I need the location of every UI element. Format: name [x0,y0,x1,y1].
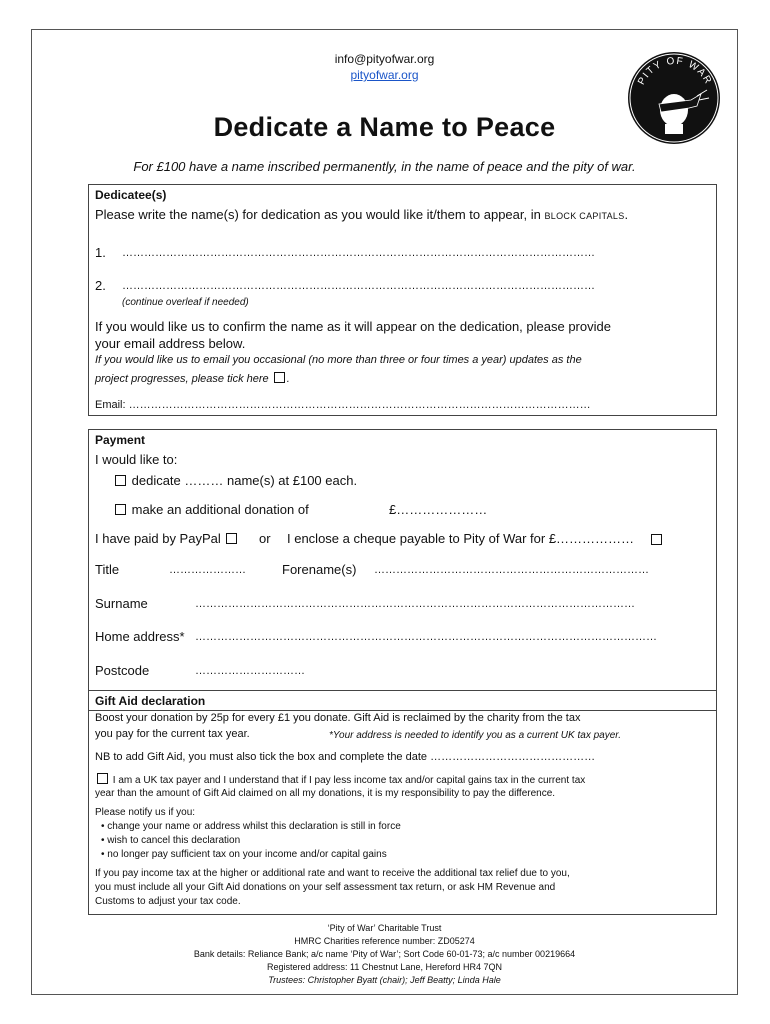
dedicatee-section [88,184,717,416]
instruction-end: . [624,207,629,222]
donation-amount-field[interactable]: £………………… [389,502,488,517]
updates-checkbox[interactable] [274,372,285,383]
instruction-text: Please write the name(s) for dedication as you would like it/them to appear, in [95,207,541,222]
address-note: *Your address is needed to identify you as a current UK tax payer. [329,730,622,741]
form-page [31,29,738,995]
updates-text-line-2 [95,372,290,385]
dedicate-option [113,473,357,488]
higher-rate-line-3: Customs to adjust your tax code. [95,896,241,907]
paypal-text: I have paid by PayPal [95,531,221,546]
forename-label: Forename(s) [282,562,357,577]
notify-item-text: no longer pay sufficient tax on your income and/or capital gains [107,849,387,860]
donation-checkbox[interactable] [115,504,126,515]
name-line-2-number: 2. [95,278,106,293]
notify-item: • wish to cancel this declaration [101,835,241,846]
footer-bank: Bank details: Reliance Bank; a/c name ‘Pity of War’; Sort Code 60-01-73; a/c number 00219664 [193,949,576,959]
title-label: Title [95,562,120,577]
surname-label: Surname [95,596,148,611]
footer-trustees: Trustees: Christopher Byatt (chair); Jeff Beatty; Linda Hale [268,975,501,985]
dedicatee-heading: Dedicatee(s) [95,188,167,202]
notify-item-text: change your name or address whilst this declaration is still in force [107,821,401,832]
confirm-text-line-2: your email address below. [95,336,246,351]
notify-item: • change your name or address whilst this declaration is still in force [101,821,401,832]
name-line-1-field[interactable]: ………………………………………………………………………………………………………………… [122,247,595,259]
address-field[interactable]: ……………………………………………………………………………………………………………… [195,631,657,643]
boost-text-line-1: Boost your donation by 25p for every £1 you donate. Gift Aid is reclaimed by the charity from the tax [95,712,581,724]
declaration-text-1: I am a UK tax payer and I understand that if I pay less income tax and/or capital gains tax in the current tax [112,775,586,786]
higher-rate-line-2: you must include all your Gift Aid donations on your self assessment tax return, or ask HM Revenue and [95,882,556,893]
paypal-checkbox[interactable] [226,533,237,544]
notify-intro: Please notify us if you: [95,807,196,818]
forename-field[interactable]: ………………………………………………………………… [374,564,649,576]
postcode-field[interactable]: ………………………… [195,665,305,677]
declaration-line-1 [95,773,585,786]
payment-intro: I would like to: [95,452,178,467]
email-field[interactable]: Email: ……………………………………………………………………………………………………………… [95,399,591,411]
dedicatee-instruction [95,207,628,222]
notify-item-text: wish to cancel this declaration [107,835,241,846]
gift-aid-checkbox[interactable] [97,773,108,784]
cheque-checkbox[interactable] [651,534,662,545]
svg-text:PITY OF WAR: PITY OF WAR [636,55,714,87]
address-label: Home address* [95,629,185,644]
declaration-line-2: year than the amount of Gift Aid claimed on all my donations, it is my responsibility to pay the difference. [95,788,556,799]
paypal-option [95,531,239,546]
cheque-text: I enclose a cheque payable to Pity of War for £……………… [287,531,635,546]
notify-item: • no longer pay sufficient tax on your income and/or capital gains [101,849,387,860]
contact-email[interactable]: info@pityofwar.org [334,52,435,66]
gift-aid-section [88,690,717,915]
donation-option-text: make an additional donation of [131,502,309,517]
updates-text-line-1: If you would like us to email you occasional (no more than three or four times a year) updates as the [95,354,582,366]
payment-section [88,429,717,711]
surname-field[interactable]: ………………………………………………………………………………………………………… [195,598,635,610]
footer-hmrc: HMRC Charities reference number: ZD05274 [294,936,475,946]
confirm-text-line-1: If you would like us to confirm the name as it will appear on the dedication, please provide [95,319,611,334]
footer-address: Registered address: 11 Chestnut Lane, Hereford HR4 7QN [267,962,502,972]
or-text: or [259,531,271,546]
name-line-1-number: 1. [95,245,106,260]
updates-end: . [286,373,290,385]
footer-trust: ‘Pity of War’ Charitable Trust [327,923,442,933]
block-capitals-text: BLOCK CAPITALS [544,211,625,221]
page-subtitle: For £100 have a name inscribed permanently, in the name of peace and the pity of war. [133,159,636,174]
payment-heading: Payment [95,433,146,447]
title-field[interactable]: ………………… [169,564,246,576]
postcode-label: Postcode [95,663,150,678]
updates-text: project progresses, please tick here [95,373,269,385]
name-line-2-field[interactable]: ………………………………………………………………………………………………………………… [122,280,595,292]
boost-text-line-2: you pay for the current tax year. [95,728,250,740]
page-title: Dedicate a Name to Peace [213,112,556,142]
continue-note: (continue overleaf if needed) [122,297,249,308]
nb-date-text[interactable]: NB to add Gift Aid, you must also tick the box and complete the date ……………………………………… [95,751,596,763]
website-link[interactable]: pityofwar.org [350,68,419,82]
dedicate-option-text: dedicate ……… name(s) at £100 each. [131,473,358,488]
gift-aid-heading: Gift Aid declaration [95,694,206,708]
donation-option [113,502,309,517]
dedicate-checkbox[interactable] [115,475,126,486]
higher-rate-line-1: If you pay income tax at the higher or additional rate and want to receive the additional tax relief due to you, [95,868,570,879]
